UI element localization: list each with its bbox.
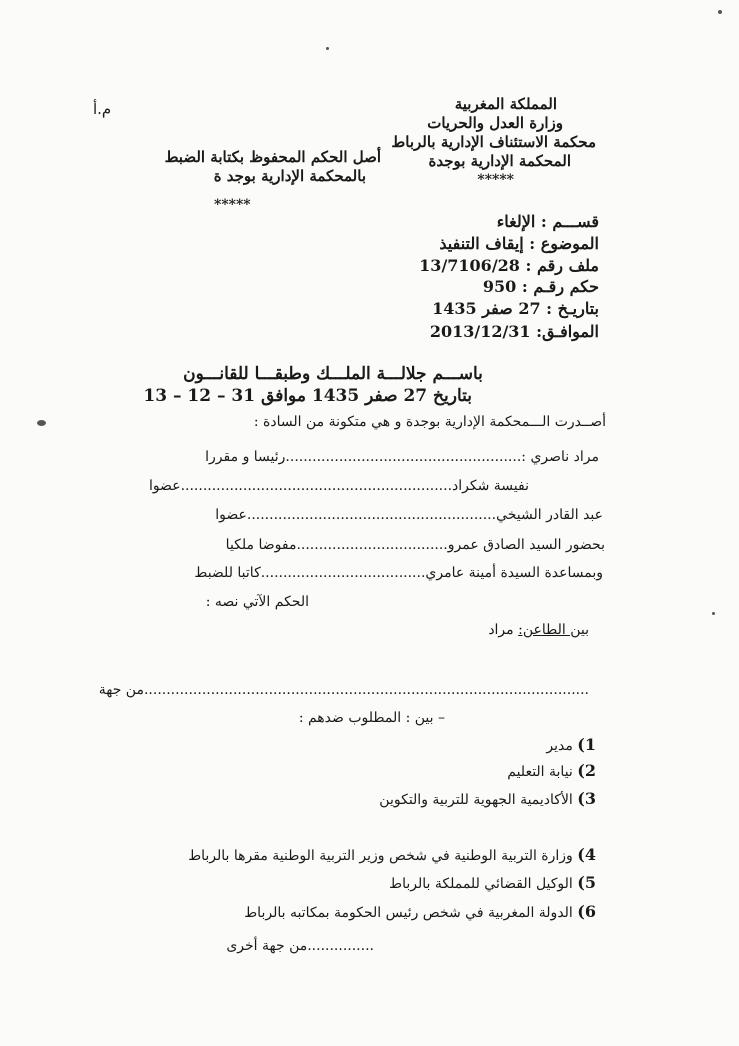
court-issued-line: أصــدرت الـــمحكمة الإدارية بوجدة و هي متكونة من السادة : (253, 414, 606, 430)
scan-speck (718, 10, 722, 14)
original-judgment-line2: بالمحكمة الإدارية بوجد ة (213, 167, 366, 185)
scan-speck (326, 47, 329, 50)
dotted-leader: ............................................................. (180, 478, 453, 494)
panel-row (129, 449, 599, 465)
plaintiff-side-line (98, 682, 589, 698)
case-judgment-number: حكم رقـم : 950 (482, 277, 599, 296)
defendant-number: 2) (577, 761, 596, 780)
case-subject: الموضوع : إيقاف التنفيذ (439, 234, 599, 253)
royal-heading: باســـم جلالـــة الملـــك وطبقـــا للقانـــون (183, 364, 483, 384)
header-right-stars: ***** (477, 172, 514, 188)
defendant-item (244, 902, 596, 921)
scan-speck (712, 612, 715, 615)
panel-member-name: بحضور السيد الصادق عمرو (447, 537, 605, 553)
defendant-number: 5) (577, 873, 596, 892)
kingdom-title: المملكة المغربية (454, 95, 557, 113)
panel-member-name: وبمساعدة السيدة أمينة عامري (425, 565, 603, 581)
panel-member-role: مفوضا ملكيا (225, 537, 297, 553)
case-section: قســـم : الإلغاء (496, 212, 599, 231)
case-file-number: ملف رقم : 13/7106/28 (419, 256, 599, 275)
defendant-text: الأكاديمية الجهوية للتربية والتكوين (379, 792, 573, 808)
dotted-leader: ..................................... (260, 565, 426, 581)
panel-member-name: نفيسة شكراد (452, 478, 529, 494)
dotted-leader: .................................................... (285, 449, 517, 465)
plaintiff-name: مراد (488, 622, 514, 638)
dotted-leader: .................................................................................................... (143, 682, 589, 698)
defendant-item (389, 873, 596, 892)
panel-member-role: عضوا (148, 478, 181, 494)
panel-row (123, 565, 603, 581)
scan-speck (37, 420, 46, 426)
defendant-item (188, 845, 596, 864)
plaintiff-line (488, 622, 589, 638)
ministry-title: وزارة العدل والحريات (427, 114, 563, 132)
verdict-intro: الحكم الآتي نصه : (205, 594, 309, 610)
panel-member-name: مراد ناصري :. (516, 449, 599, 465)
original-judgment-line1: أصل الحكم المحفوظ بكتابة الضبط (164, 148, 381, 166)
panel-member-name: عبد القادر الشيخي (496, 507, 603, 523)
panel-member-role: عضوا (215, 507, 247, 523)
defendant-number: 4) (577, 845, 596, 864)
defendant-item (379, 789, 596, 808)
other-side-text: من جهة أخرى (226, 938, 308, 954)
defendant-item (507, 761, 596, 780)
defendant-number: 6) (577, 902, 596, 921)
defendant-text: نيابة التعليم (507, 764, 573, 780)
defendant-number: 1) (577, 735, 596, 754)
panel-row (133, 507, 603, 523)
defendant-text: مدير (546, 738, 573, 754)
other-side-line (226, 938, 374, 954)
plaintiff-label: بين الطاعن: (518, 622, 589, 638)
defendant-text: الدولة المغربية في شخص رئيس الحكومة بمكاتبه بالرباط (244, 905, 573, 921)
case-date-hijri: بتاريـخ : 27 صفر 1435 (432, 299, 599, 318)
defendant-text: الوكيل القضائي للمملكة بالرباط (389, 876, 573, 892)
judgment-date-line: بتاريخ 27 صفر 1435 موافق 31 – 12 – 13 (143, 386, 472, 406)
dotted-leader: .................................. (296, 537, 448, 553)
plaintiff-side: من جهة (98, 682, 144, 698)
panel-row (119, 478, 529, 494)
dotted-leader: ............... (307, 938, 374, 954)
defendants-intro: – بين : المطلوب ضدهم : (298, 710, 445, 726)
defendant-number: 3) (577, 789, 596, 808)
appeal-court-title: محكمة الاستئناف الإدارية بالرباط (391, 133, 596, 151)
panel-row (125, 537, 605, 553)
defendant-item (546, 735, 596, 754)
admin-court-title: المحكمة الإدارية بوجدة (428, 152, 571, 170)
header-left-stars: ***** (214, 197, 251, 213)
panel-member-role: كاتبا للضبط (194, 565, 261, 581)
case-date-gregorian: الموافـق: 2013/12/31 (429, 322, 599, 341)
dotted-leader: ........................................................ (246, 507, 497, 523)
panel-member-role: رئيسا و مقررا (205, 449, 286, 465)
defendant-text: وزارة التربية الوطنية في شخص وزير التربية الوطنية مقرها بالرباط (188, 848, 573, 864)
corner-mark: م.أ (93, 100, 112, 118)
